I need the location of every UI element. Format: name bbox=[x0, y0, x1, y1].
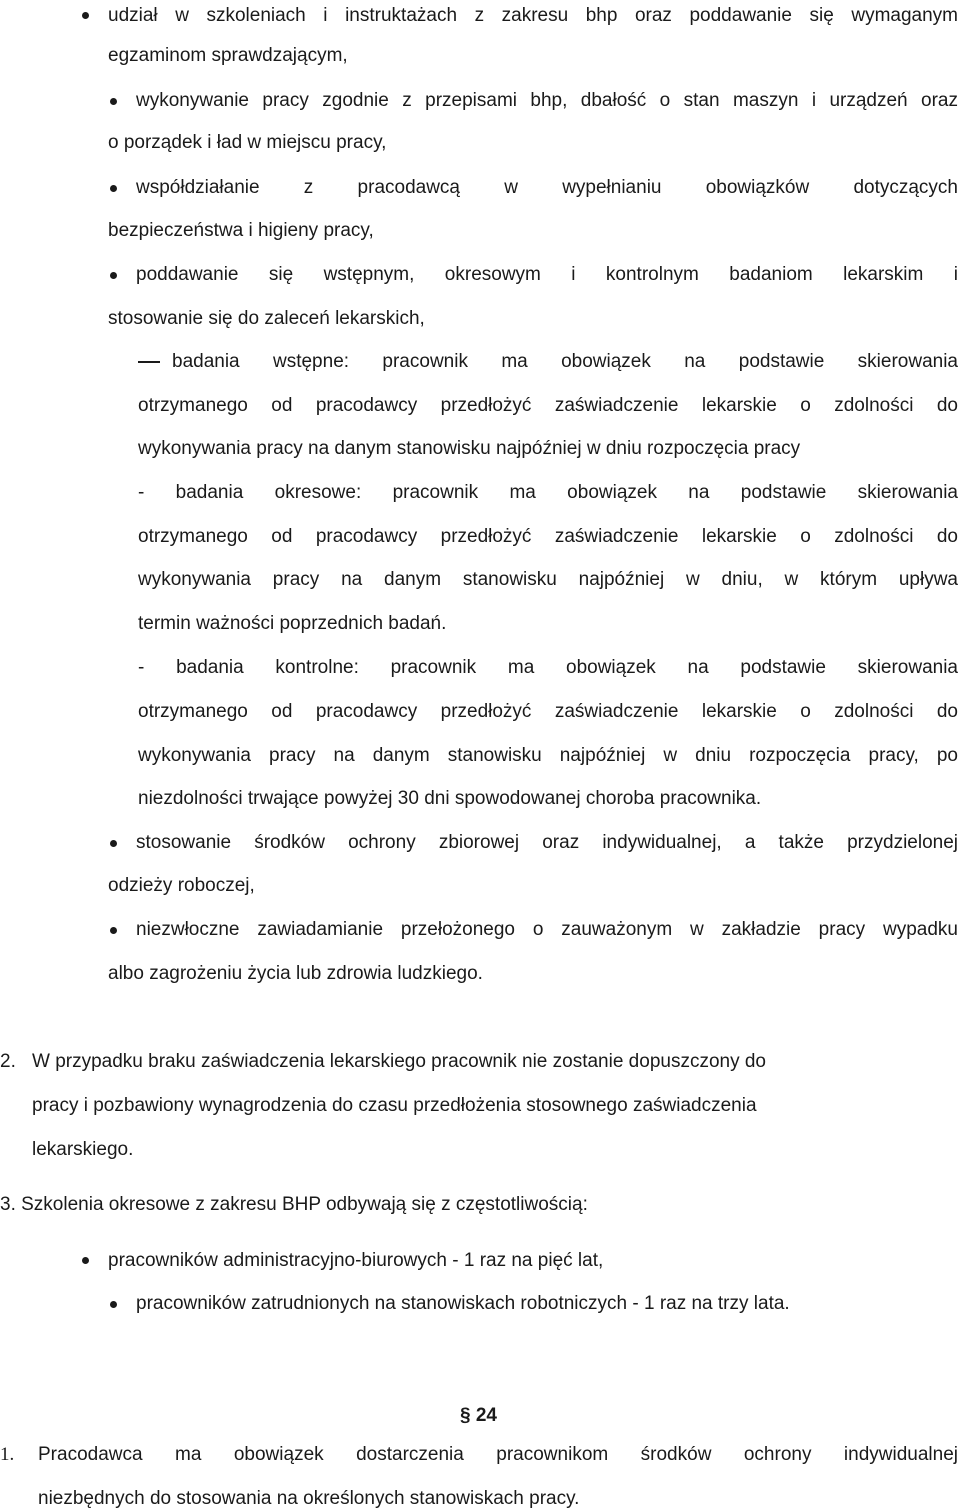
bullet-text-line: egzaminom sprawdzającym, bbox=[108, 45, 348, 66]
exam-text-line: termin ważności poprzednich badań. bbox=[138, 613, 447, 634]
bullet-text-line: poddawanie się wstępnym, okresowym i kontrolnym badaniom lekarskim i bbox=[136, 264, 958, 285]
exam-text-line: wykonywania pracy na danym stanowisku najpóźniej w dniu rozpoczęcia pracy, po bbox=[138, 745, 958, 766]
point-text-line: W przypadku braku zaświadczenia lekarskiego pracownik nie zostanie dopuszczony do bbox=[32, 1051, 766, 1072]
bullet-text-line: niezwłoczne zawiadamianie przełożonego o zauważonym w zakładzie pracy wypadku bbox=[136, 919, 958, 940]
dash-marker bbox=[138, 361, 160, 363]
frequency-item: pracowników zatrudnionych na stanowiskach robotniczych - 1 raz na trzy lata. bbox=[136, 1293, 790, 1314]
exam-text-line: otrzymanego od pracodawcy przedłożyć zaświadczenie lekarskie o zdolności do bbox=[138, 526, 958, 547]
point-text-line: lekarskiego. bbox=[32, 1139, 134, 1160]
paragraph-number: 1. bbox=[0, 1444, 15, 1465]
exam-text-line: otrzymanego od pracodawcy przedłożyć zaświadczenie lekarskie o zdolności do bbox=[138, 701, 958, 722]
bullet-marker bbox=[82, 1257, 89, 1264]
bullet-text-line: odzieży roboczej, bbox=[108, 875, 255, 896]
exam-text-line: wykonywania pracy na danym stanowisku najpóźniej w dniu rozpoczęcia pracy bbox=[138, 438, 801, 459]
bullet-text-line: albo zagrożeniu życia lub zdrowia ludzkiego. bbox=[108, 963, 483, 984]
bullet-text-line: współdziałanie z pracodawcą w wypełnianiu obowiązków dotyczących bbox=[136, 177, 958, 198]
exam-text-line: wykonywania pracy na danym stanowisku najpóźniej w dniu, w którym upływa bbox=[138, 569, 958, 590]
bullet-text-line: bezpieczeństwa i higieny pracy, bbox=[108, 220, 374, 241]
exam-text-line: - badania kontrolne: pracownik ma obowiązek na podstawie skierowania bbox=[138, 657, 958, 678]
point-text-line: 3. Szkolenia okresowe z zakresu BHP odbywają się z częstotliwością: bbox=[0, 1194, 588, 1215]
bullet-marker bbox=[82, 12, 89, 19]
bullet-marker bbox=[110, 927, 117, 934]
exam-text-line: badania wstępne: pracownik ma obowiązek na podstawie skierowania bbox=[172, 351, 958, 372]
bullet-marker bbox=[110, 840, 117, 847]
bullet-text-line: o porządek i ład w miejscu pracy, bbox=[108, 132, 387, 153]
exam-text-line: otrzymanego od pracodawcy przedłożyć zaświadczenie lekarskie o zdolności do bbox=[138, 395, 958, 416]
bullet-text-line: wykonywanie pracy zgodnie z przepisami bhp, dbałość o stan maszyn i urządzeń oraz bbox=[136, 90, 958, 111]
bullet-marker bbox=[110, 272, 117, 279]
bullet-marker bbox=[110, 98, 117, 105]
bullet-text-line: udział w szkoleniach i instruktażach z zakresu bhp oraz poddawanie się wymaganym bbox=[108, 5, 958, 26]
point-text-line: pracy i pozbawiony wynagrodzenia do czasu przedłożenia stosownego zaświadczenia bbox=[32, 1095, 757, 1116]
section-heading: § 24 bbox=[460, 1405, 497, 1426]
bullet-text-line: stosowanie środków ochrony zbiorowej oraz indywidualnej, a także przydzielonej bbox=[136, 832, 958, 853]
bullet-text-line: stosowanie się do zaleceń lekarskich, bbox=[108, 308, 425, 329]
frequency-item: pracowników administracyjno-biurowych - 1 raz na pięć lat, bbox=[108, 1250, 604, 1271]
bullet-marker bbox=[110, 1301, 117, 1308]
exam-text-line: niezdolności trwające powyżej 30 dni spowodowanej choroba pracownika. bbox=[138, 788, 762, 809]
exam-text-line: - badania okresowe: pracownik ma obowiązek na podstawie skierowania bbox=[138, 482, 958, 503]
paragraph-text-line: Pracodawca ma obowiązek dostarczenia pracownikom środków ochrony indywidualnej bbox=[38, 1444, 958, 1465]
paragraph-text-line: niezbędnych do stosowania na określonych stanowiskach pracy. bbox=[38, 1488, 580, 1509]
bullet-marker bbox=[110, 185, 117, 192]
point-number: 2. bbox=[0, 1051, 16, 1072]
